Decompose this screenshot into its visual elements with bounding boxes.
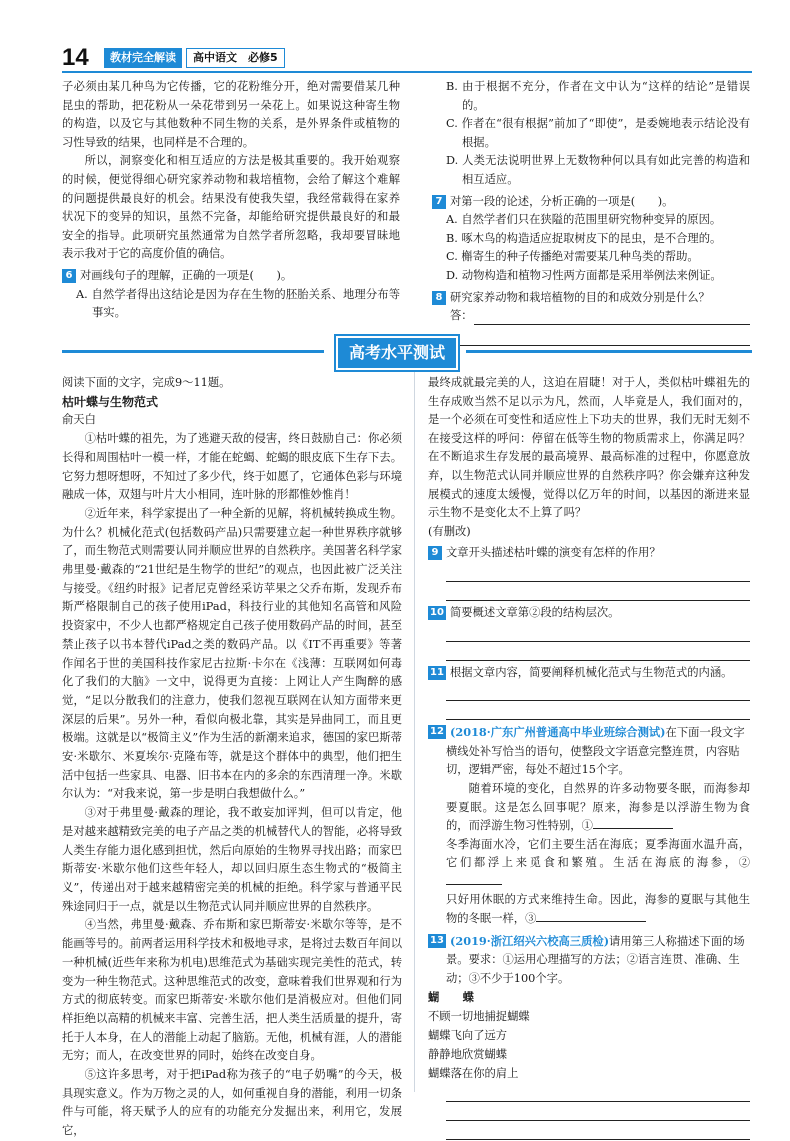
answer-line[interactable]: [446, 1102, 750, 1121]
paragraph: ②近年来，科学家提出了一种全新的见解，将机械转换成生物。为什么？机械化范式(包括数码产品)只需要建立起一种世界秩序就够了，而生物范式则需要认同并顺应世界的自然秩序。美国著名科学家弗里曼·戴森的“21世纪是生物学的世纪”的观点，也因此被广泛关注与接受。《纽约时报》记者尼克曾经采访苹果之父乔布斯，发现乔布斯严格限制自己的孩子使用iPad，科技行业的其他知名高管和风险投资家中，不少人也都严格规定自己孩子使用数码产品的时间，甚至禁止孩子以书本替代iPad之类的数码产品。以《IT不再重要》等著作闻名于世的美国科技作家尼古拉斯·卡尔在《浅薄：互联网如何毒化了我们的大脑》一文中，说得更为直接：上网让人产生陶醉的感觉，“足以分散我们的注意力，使我们忽视互联网在认知方面带来更深层的后果”。另外一种，看似向极北靠，其实是异曲同工，而且更极端。这就是以“极简主义”作为生活的新潮来追求，德国的家巴斯蒂安·米歇尔、米夏埃尔·克隆布等，就是这个群体中的典型，他们把生活中包括一些家具、电器、旧书本在内的多余的东西清理一净。米歇尔认为：“对我来说，第一步是明白我想做什么。”: [62, 506, 402, 801]
paragraph: 子必须由某几种鸟为它传播，它的花粉维分开，绝对需要借某几种昆虫的帮助，把花粉从一朵花带到另一朵花上。如果说这种寄生物的构造，以及它与其他数种不同生物的关系，是外界条件或植物的习性导致的结果，也同样是不合理的。: [62, 80, 400, 149]
question-number-badge: 8: [432, 291, 446, 305]
question-stem: 文章开头描述枯叶蝶的演变有怎样的作用？: [446, 546, 661, 560]
question-7: [432, 193, 750, 212]
poem-line: 不顾一切地捕捉蝴蝶: [428, 1010, 530, 1024]
paragraph: ③对于弗里曼·戴森的理论，我不敢妄加评判，但可以肯定，他是对越来越精致完美的电子产品之类的机械替代人的智能，必将导致人类生存能力退化感到担忧，然后向原始的生物界寻找出路；而家巴斯蒂安·米歇尔他们这些年轻人，却以回归原生态生物式的“极简主义”，传递出对于越来越精密完美的机械的拒绝。科学家与普通平民殊途同归于一点，就是以生物范式认同并顺应世界的自然秩序。: [62, 806, 402, 913]
top-left-column: [62, 78, 400, 323]
answer-line[interactable]: [446, 563, 750, 582]
blank-1[interactable]: [593, 828, 673, 829]
passage-left-column: [62, 374, 402, 1141]
question-11: [428, 664, 750, 683]
answer-line[interactable]: [446, 582, 750, 601]
paragraph: ④当然，弗里曼·戴森、乔布斯和家巴斯蒂安·米歇尔等等，是不能画等号的。前两者运用科学技术和极地寻求，是将过去数百年间以一种机械(近些年来称为机电)思维范式为基础实现完美性的范式，转变为一种生物范式。这种思维范式的改变，意味着我们世界观和行为方式的彻底转变。而家巴斯蒂安·米歇尔他们是消极应对。但他们同样拒绝以高精的机械来丰富、完善生活，把人类生活质量的提升，寄托于人本身，在人的潜能上动起了脑筋。无他，机械有涯，人的潜能无穷；而人，在改变世界的同时，始终在改变自身。: [62, 918, 402, 1063]
question-number-badge: 12: [428, 725, 446, 739]
question-12: [428, 723, 750, 780]
poem-title: 蝴 蝶: [428, 990, 480, 1005]
option-a[interactable]: A. 自然学者得出这结论是因为存在生物的胚胎关系、地理分布等事实。: [76, 287, 400, 320]
question-9: [428, 544, 750, 563]
question-10: [428, 604, 750, 623]
article-author: 俞天白: [62, 413, 96, 427]
paragraph: 所以，洞察变化和相互适应的方法是极其重要的。我开始观察的时候，便觉得细心研究家养动物和栽培植物，会给了解这个难解的问题提供最良好的机会。结果没有使我失望，我经常载得在家养状况下的变异的知识，虽然不完备，却能给研究提供最良好的和最安全的指导。此项研究虽然通常为自然学者所忽略，我却要冒昧地表示我对于它的高度价值的确信。: [62, 154, 400, 261]
question-source: (2019·浙江绍兴六校高三质检): [450, 933, 610, 948]
question-6: [62, 267, 400, 286]
source-note: (有删改): [428, 524, 471, 538]
question-source: (2018·广东广州普通高中毕业班综合测试): [450, 725, 666, 740]
poem-line: 静静地欣赏蝴蝶: [428, 1048, 508, 1062]
paragraph: 最终成就最完美的人，这迫在眉睫！对于人，类似枯叶蝶祖先的生存成败当然不足以示为凡，然而，人毕竟是人，我们面对的，是一个必须在可变性和适应性上下功夫的世界，我们无时无刻不在接受这样的呼问：停留在低等生物的物质需求上，你满足吗？在不断追求生存发展的最高境界、最高标准的过程中，你愿意放弃，以生物范式认同并顺应世界的自然秩序吗？你会嫌弃这种发展模式的速度太缓慢，觉得以亿万年的时间，以基因的渐进来显示生物不是变化太不上算了吗？: [428, 376, 750, 520]
question-number-badge: 9: [428, 546, 442, 560]
passage-line: [428, 891, 750, 928]
paragraph: ①枯叶蝶的祖先，为了逃避天敌的侵害，终日鼓励自己：你必须长得和周围枯叶一模一样，才能在蛇蝎、蛇蝎的眼皮底下生存下去。它努力想呀想呀，不知过了多少代，终于如愿了，它通体色彩与环境融成一体，双翅与叶片大小相同，连叶脉的形都惟妙惟肖！: [62, 432, 402, 502]
header-rule: [62, 71, 752, 73]
subject-label: 高中语文: [193, 51, 237, 64]
page-header: [62, 44, 752, 71]
answer-line[interactable]: [446, 1083, 750, 1102]
answer-line[interactable]: [446, 623, 750, 642]
page-number: 14: [62, 44, 89, 71]
passage-line: [428, 836, 750, 892]
option-b[interactable]: B. 啄木鸟的构造适应捉取树皮下的昆虫，是不合理的。: [446, 231, 722, 245]
answer-line[interactable]: [446, 1121, 750, 1140]
question-stem: 简要概述文章第②段的结构层次。: [450, 605, 620, 619]
passage-text: 只好用休眠的方式来维持生命。因此，海参的夏眠与其他生物的冬眠一样，③: [446, 893, 750, 926]
question-stem: 在下面一段文字横线处补写恰当的语句，使整段文字语意完整连贯，内容贴切，逻辑严密，每处不超过15个字。: [446, 726, 745, 777]
question-number-badge: 10: [428, 606, 446, 620]
question-number-badge: 6: [62, 269, 76, 283]
answer-row: [450, 307, 750, 327]
question-stem: 根据文章内容，简要阐释机械化范式与生物范式的内涵。: [450, 665, 733, 679]
option-c[interactable]: C. 作者在“很有根据”前加了“即使”，是委婉地表示结论没有根据。: [446, 117, 750, 149]
question-8: [432, 289, 750, 308]
volume-label: 必修5: [248, 51, 278, 64]
question-number-badge: 7: [432, 195, 446, 209]
answer-line[interactable]: [446, 682, 750, 701]
question-13: [428, 932, 750, 989]
passage-text: 冬季海面水冷，它们主要生活在海底；夏季海面水温升高，它们都浮上来觅食和繁殖。生活在海底的海参，②: [446, 837, 750, 870]
passage-right-column: [428, 374, 750, 1140]
answer-line[interactable]: [474, 324, 750, 325]
option-d[interactable]: D. 动物构造和植物习性两方面都是采用举例法来例证。: [446, 268, 722, 282]
banner-rule-right: [466, 350, 752, 353]
paragraph: ⑤这许多思考，对于把iPad称为孩子的“电子奶嘴”的今天，极具现实意义。作为万物之灵的人，如何重视自身的潜能，利用一切条件与可能，将天赋予人的应有的功能充分发掘出来，利用它，发展它，: [62, 1068, 402, 1138]
banner-rule-left: [62, 350, 324, 353]
passage-text: 随着环境的变化，自然界的许多动物要冬眠，而海参却要夏眠。这是怎么回事呢？原来，海参是以浮游生物为食的，而浮游生物习性特别，①: [446, 781, 750, 833]
answer-label: 答：: [450, 309, 473, 323]
blank-2[interactable]: [446, 884, 502, 885]
option-a[interactable]: A. 自然学者们只在狭隘的范围里研究物种变异的原因。: [446, 213, 722, 227]
poem-line: 蝴蝶落在你的肩上: [428, 1067, 519, 1081]
poem-line: 蝴蝶飞向了远方: [428, 1029, 508, 1043]
blank-3[interactable]: [536, 921, 646, 922]
answer-line[interactable]: [446, 642, 750, 661]
question-stem: 对第一段的论述，分析正确的一项是( )。: [450, 194, 674, 208]
section-banner: 高考水平测试: [336, 336, 458, 370]
subject-tag: [186, 48, 285, 68]
question-number-badge: 13: [428, 934, 446, 948]
question-number-badge: 11: [428, 666, 446, 680]
passage-line: [428, 780, 750, 836]
option-c[interactable]: C. 槲寄生的种子传播绝对需要某几种鸟类的帮助。: [446, 250, 699, 264]
series-tag: 教材完全解读: [104, 48, 182, 68]
answer-line[interactable]: [450, 327, 750, 346]
option-d[interactable]: D. 人类无法说明世界上无数物种何以具有如此完善的构造和相互适应。: [446, 154, 750, 186]
question-stem: 研究家养动物和栽培植物的目的和成效分别是什么？: [450, 290, 710, 304]
article-title: 枯叶蝶与生物范式: [62, 394, 159, 409]
question-stem: 请用第三人称描述下面的场景。要求：①运用心理描写的方法；②语言连贯、准确、生动；③不少于100个字。: [446, 934, 745, 985]
reading-intro: 阅读下面的文字，完成9～11题。: [62, 376, 231, 389]
question-stem: 对画线句子的理解，正确的一项是( )。: [80, 268, 293, 282]
option-b[interactable]: B. 由于根据不充分，作者在文中认为“这样的结论”是错误的。: [446, 80, 750, 112]
answer-line[interactable]: [446, 701, 750, 720]
column-divider: [414, 372, 415, 1092]
top-right-column: [432, 78, 750, 346]
